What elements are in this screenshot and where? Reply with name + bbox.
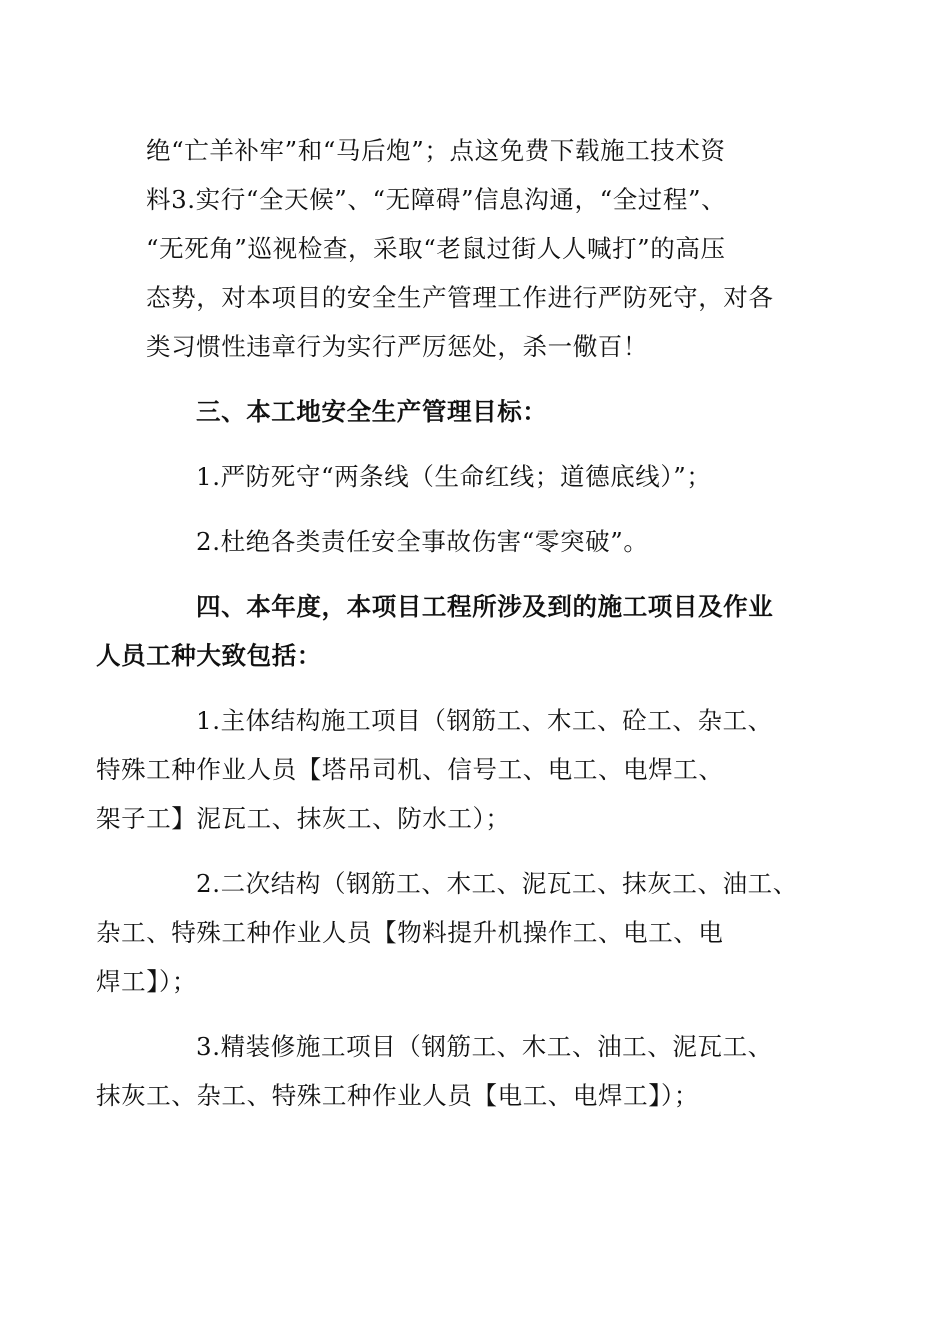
section-heading-3 bbox=[146, 387, 826, 436]
text-line: 架子工】泥瓦工、抹灰工、防水工）； bbox=[96, 804, 511, 833]
text-line: 类习惯性违章行为实行严厉惩处，杀一儆百！ bbox=[146, 332, 648, 361]
document-body bbox=[96, 126, 826, 1120]
text-line: 1.严防死守“两条线（生命红线；道德底线）”； bbox=[196, 462, 712, 491]
text-line: 三、本工地安全生产管理目标： bbox=[196, 397, 548, 426]
text-line: 2.二次结构（钢筋工、木工、泥瓦工、抹灰工、油工、 bbox=[196, 869, 798, 898]
text-line: 四、本年度，本项目工程所涉及到的施工项目及作业 bbox=[196, 592, 774, 621]
text-line: 1.主体结构施工项目（钢筋工、木工、砼工、杂工、 bbox=[196, 706, 773, 735]
text-line: 2.杜绝各类责任安全事故伤害“零突破”。 bbox=[196, 527, 649, 556]
text-line: “无死角”巡视检查，采取“老鼠过街人人喊打”的高压 bbox=[146, 234, 726, 263]
paragraph-safety-measures bbox=[146, 126, 826, 371]
text-line: 抹灰工、杂工、特殊工种作业人员【电工、电焊工】）； bbox=[96, 1081, 699, 1110]
project-item-1 bbox=[96, 696, 826, 843]
text-line: 态势，对本项目的安全生产管理工作进行严防死守，对各 bbox=[146, 283, 774, 312]
project-item-3 bbox=[96, 1022, 826, 1120]
text-line: 人员工种大致包括： bbox=[96, 641, 322, 670]
text-line: 绝“亡羊补牢”和“马后炮”；点这免费下载施工技术资 bbox=[146, 136, 726, 165]
section-heading-4 bbox=[96, 582, 826, 680]
text-line: 料3.实行“全天候”、“无障碍”信息沟通，“全过程”、 bbox=[146, 185, 727, 214]
text-line: 3.精装修施工项目（钢筋工、木工、油工、泥瓦工、 bbox=[196, 1032, 773, 1061]
text-line: 杂工、特殊工种作业人员【物料提升机操作工、电工、电 bbox=[96, 918, 724, 947]
project-item-2 bbox=[96, 859, 826, 1006]
goal-item-1 bbox=[146, 452, 826, 501]
goal-item-2 bbox=[146, 517, 826, 566]
text-line: 特殊工种作业人员【塔吊司机、信号工、电工、电焊工、 bbox=[96, 755, 724, 784]
text-line: 焊工】）； bbox=[96, 967, 197, 996]
